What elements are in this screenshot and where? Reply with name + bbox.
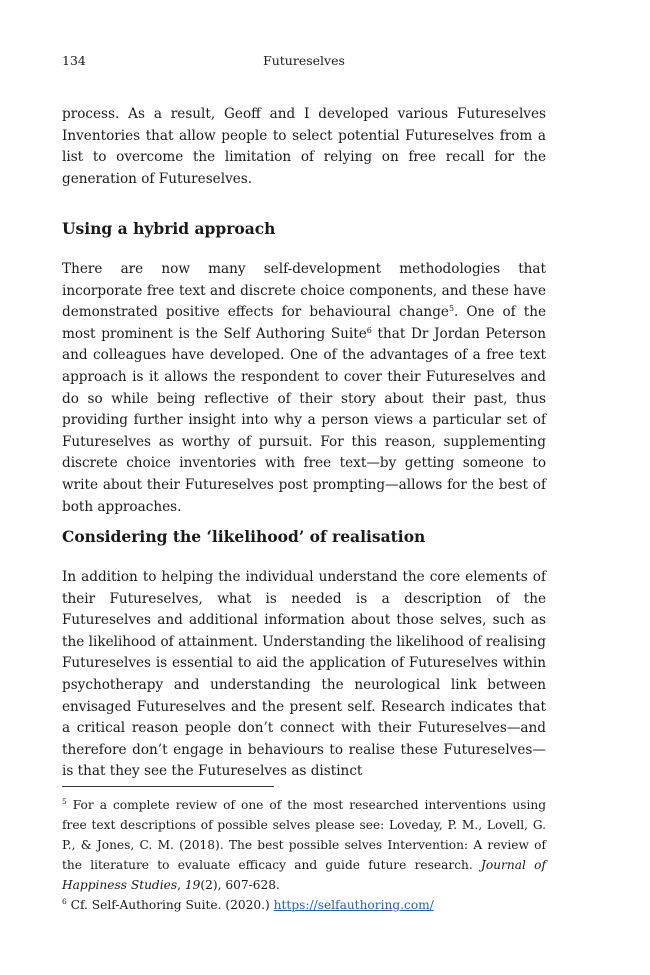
footnote-6-mark: 6 <box>62 897 67 906</box>
section-likelihood <box>62 526 546 548</box>
footnote-ref-5[interactable]: 5 <box>448 304 455 314</box>
section-hybrid-approach <box>62 218 546 240</box>
footnote-5-text-a: For a complete review of one of the most researched interventions using free text descriptions of possible selves please see: Loveday, P. M., Lovell, G. P., & Jones, C. M. (2018). The best possible selves Intervention: A review of the literature to evaluate efficacy and guide future research. <box>62 798 546 872</box>
paragraph-intro: process. As a result, Geoff and I developed various Futureselves Inventories that allow people to select potential Futureselves from a list to overcome the limitation of relying on free recall for the generation of Futureselves. <box>62 106 546 187</box>
footnote-6-text-a: Cf. Self-Authoring Suite. (2020.) <box>66 898 274 912</box>
footnote-5-text-c: (2), 607-628. <box>200 878 280 892</box>
paragraph-likelihood: In addition to helping the individual understand the core elements of their Futureselves, what is needed is a description of the Futureselves and additional information about those selves, such as the likelihood of attainment. Understanding the likelihood of realising Futureselves is essential to aid the application of Futureselves within psychotherapy and understanding the neurological link between envisaged Futureselves and the present self. Research indicates that a critical reason people don’t connect with their Futureselves—and therefore don’t engage in behaviours to realise these Futureselves—is that they see the Futureselves as distinct <box>62 569 546 780</box>
footnote-ref-6[interactable]: 6 <box>366 325 372 335</box>
page-number: 134 <box>62 53 86 68</box>
section-heading-hybrid: Using a hybrid approach <box>62 219 276 238</box>
footnote-5-volume: 19 <box>184 878 201 892</box>
running-header <box>62 52 546 70</box>
footnote-5-journal: Journal of Happiness Studies <box>62 858 546 892</box>
paragraph-hybrid-text-c: that Dr Jordan Peterson and colleagues have developed. One of the advantages of a free text approach is it allows the respondent to cover their Futureselves and do so while being reflective of their story about their past, thus providing further insight into why a person views a particular set of Futureselves as worthy of pursuit. For this reason, supplementing discrete choice inventories with free text—by getting someone to write about their Futureselves post prompting—allows for the best of both approaches. <box>62 325 546 515</box>
footnote-6-link[interactable]: https://selfauthoring.com/ <box>273 898 434 912</box>
footnote-5 <box>62 795 546 895</box>
footnote-6 <box>62 895 546 915</box>
paragraph-hybrid <box>62 259 546 518</box>
running-title: Futureselves <box>263 53 345 68</box>
paragraph-hybrid-text-b: . One of the most prominent is the Self Authoring Suite <box>62 304 546 342</box>
footnote-5-text-b: , <box>177 878 185 892</box>
footnote-5-mark: 5 <box>62 797 67 806</box>
paragraph-hybrid-text-a: There are now many self-development methodologies that incorporate free text and discrete choice components, and these have demonstrated positive effects for behavioural change <box>62 261 546 321</box>
section-heading-likelihood: Considering the ‘likelihood’ of realisation <box>62 527 426 546</box>
footnote-divider <box>62 786 274 787</box>
footnotes <box>62 795 546 915</box>
